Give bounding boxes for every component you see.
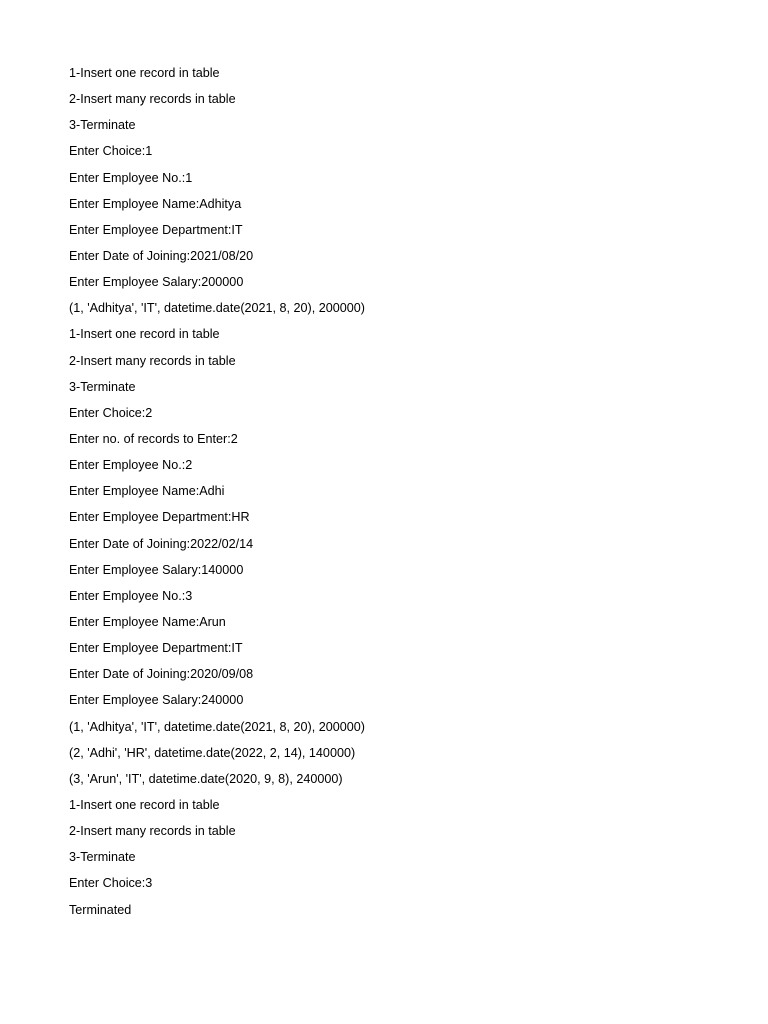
output-line: Enter Employee No.:3	[69, 588, 193, 603]
output-line: Enter Employee Name:Arun	[69, 614, 226, 629]
output-line: 3-Terminate	[69, 850, 136, 865]
output-line: Enter Choice:3	[69, 876, 153, 891]
output-line: Enter Employee Salary:240000	[69, 693, 244, 708]
output-line: Enter Employee Salary:200000	[69, 275, 244, 290]
output-line: Enter Choice:1	[69, 144, 153, 159]
output-line: 2-Insert many records in table	[69, 92, 236, 107]
output-line: Enter Date of Joining:2021/08/20	[69, 248, 254, 263]
output-line: 2-Insert many records in table	[69, 353, 236, 368]
output-line: Enter Employee No.:1	[69, 170, 193, 185]
output-line: 1-Insert one record in table	[69, 327, 220, 342]
output-line: 2-Insert many records in table	[69, 824, 236, 839]
output-line: (2, 'Adhi', 'HR', datetime.date(2022, 2, 14), 140000)	[69, 745, 356, 760]
output-line: 3-Terminate	[69, 379, 136, 394]
output-line: 3-Terminate	[69, 118, 136, 133]
output-line: (1, 'Adhitya', 'IT', datetime.date(2021, 8, 20), 200000)	[69, 301, 365, 316]
output-line: Enter no. of records to Enter:2	[69, 431, 238, 446]
output-line: Enter Employee Department:HR	[69, 510, 250, 525]
output-line: Enter Employee Name:Adhi	[69, 484, 225, 499]
output-line: (3, 'Arun', 'IT', datetime.date(2020, 9, 8), 240000)	[69, 771, 343, 786]
output-line: Enter Employee Department:IT	[69, 222, 243, 237]
output-line: 1-Insert one record in table	[69, 66, 220, 80]
output-line: Enter Employee No.:2	[69, 458, 193, 473]
output-line: Enter Employee Department:IT	[69, 641, 243, 656]
output-line: Terminated	[69, 902, 132, 917]
output-line: 1-Insert one record in table	[69, 797, 220, 812]
output-line: Enter Employee Name:Adhitya	[69, 196, 242, 211]
output-line: Enter Date of Joining:2020/09/08	[69, 667, 254, 682]
output-line: Enter Date of Joining:2022/02/14	[69, 536, 254, 551]
console-output	[69, 64, 365, 927]
output-line: Enter Choice:2	[69, 405, 153, 420]
output-line: (1, 'Adhitya', 'IT', datetime.date(2021, 8, 20), 200000)	[69, 719, 365, 734]
output-line: Enter Employee Salary:140000	[69, 562, 244, 577]
